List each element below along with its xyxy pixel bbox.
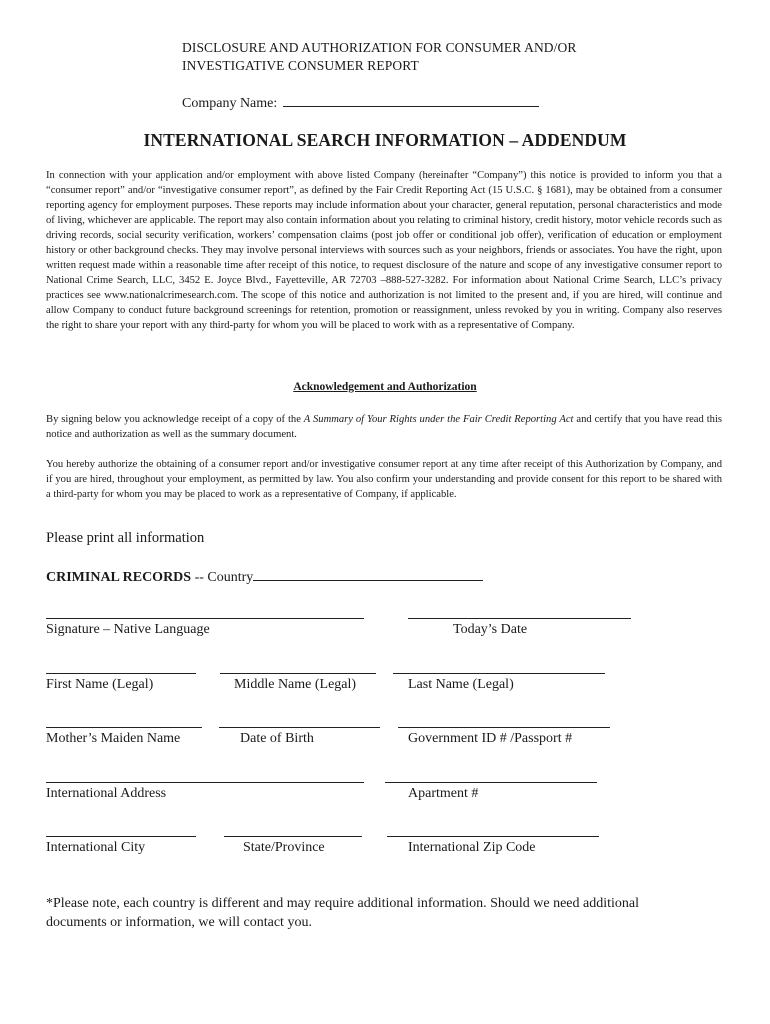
intl-city-field[interactable] bbox=[46, 836, 196, 837]
header-line-2: INVESTIGATIVE CONSUMER REPORT bbox=[182, 58, 419, 73]
ack-heading: Acknowledgement and Authorization bbox=[293, 381, 477, 393]
ack-p1-before: By signing below you acknowledge receipt of a copy of the bbox=[46, 414, 304, 425]
maiden-name-label: Mother’s Maiden Name bbox=[46, 731, 181, 746]
state-label: State/Province bbox=[243, 840, 325, 855]
last-name-field[interactable] bbox=[393, 673, 605, 674]
document-header bbox=[182, 39, 576, 75]
company-name-field[interactable] bbox=[283, 93, 539, 107]
company-name-row bbox=[182, 93, 539, 112]
intl-city-label: International City bbox=[46, 840, 146, 855]
company-name-label: Company Name: bbox=[182, 96, 278, 111]
criminal-records-label: CRIMINAL RECORDS bbox=[46, 570, 192, 585]
country-label: -- Country bbox=[191, 570, 254, 585]
criminal-records-row bbox=[46, 567, 483, 586]
print-instruction: Please print all information bbox=[46, 530, 205, 546]
dob-label: Date of Birth bbox=[240, 731, 314, 746]
ack-p1-after: and certify that you have read this notice and authorization as well as the summary document. bbox=[46, 414, 723, 440]
first-name-label: First Name (Legal) bbox=[46, 677, 154, 692]
gov-id-field[interactable] bbox=[398, 727, 610, 728]
dob-field[interactable] bbox=[219, 727, 380, 728]
intl-address-label: International Address bbox=[46, 786, 167, 801]
middle-name-label: Middle Name (Legal) bbox=[234, 677, 357, 692]
intl-address-field[interactable] bbox=[46, 782, 364, 783]
country-field[interactable] bbox=[253, 567, 483, 581]
ack-p1-italic: A Summary of Your Rights under the Fair Credit Reporting Act bbox=[303, 414, 574, 425]
last-name-label: Last Name (Legal) bbox=[408, 677, 514, 692]
page-title: INTERNATIONAL SEARCH INFORMATION – ADDENDUM bbox=[143, 130, 627, 150]
signature-field[interactable] bbox=[46, 618, 364, 619]
zip-label: International Zip Code bbox=[408, 840, 536, 855]
gov-id-label: Government ID # /Passport # bbox=[408, 731, 573, 746]
first-name-field[interactable] bbox=[46, 673, 196, 674]
middle-name-field[interactable] bbox=[220, 673, 376, 674]
state-field[interactable] bbox=[224, 836, 362, 837]
maiden-name-field[interactable] bbox=[46, 727, 202, 728]
todays-date-field[interactable] bbox=[408, 618, 631, 619]
intro-paragraph: In connection with your application and/or employment with above listed Company (hereinafter “Company”) this notice is provided to inform you that a “consumer report” and/or “investigative consumer report”, as defined by the Fair Credit Reporting Act (15 U.S.C. § 1681), may be obtained from a consumer reporting agency for employment purposes. These reports may include information about your character, general reputation, personal characteristics and mode of living, whichever are applicable. The report may also contain information about you relating to criminal history, credit history, motor vehicle records such as driving records, social security verification, workers’ compensation claims (post job offer or conditional job offer), verification of education or employment history or other background checks. They may involve personal interviews with sources such as your neighbors, friends or associates. You have the right, upon written request made within a reasonable time after receipt of this notice, to request disclosure of the nature and scope of any investigative consumer report to National Crime Search, LLC, 3452 E. Joyce Blvd., Fayetteville, AR 72703 –888-527-3282. For information about National Crime Search, LLC’s privacy practices see www.nationalcrimesearch.com. The scope of this notice and authorization is not limited to the present and, if you are hired, will continue and allow Company to conduct future background screenings for retention, promotion or reassignment, unless revoked by you in writing. Company also reserves the right to share your report with any third-party for whom you will be placed to work with as a representative of Company. bbox=[46, 170, 722, 331]
todays-date-label: Today’s Date bbox=[453, 622, 528, 637]
ack-paragraph-1 bbox=[46, 412, 722, 442]
zip-field[interactable] bbox=[387, 836, 599, 837]
signature-label: Signature – Native Language bbox=[46, 622, 210, 637]
ack-paragraph-2: You hereby authorize the obtaining of a consumer report and/or investigative consumer report at any time after receipt of this Authorization by Company, and if you are hired, throughout your employment, as permitted by law. You also confirm your understanding and provide consent for this report to be shared with a third-party for whom you may be placed to work as a representative of Company, if applicable. bbox=[46, 459, 722, 500]
header-line-1: DISCLOSURE AND AUTHORIZATION FOR CONSUMER AND/OR bbox=[182, 40, 577, 55]
apartment-label: Apartment # bbox=[408, 786, 479, 801]
apartment-field[interactable] bbox=[385, 782, 597, 783]
footnote: *Please note, each country is different and may require additional information. Should we need additional documents or information, we will contact you. bbox=[46, 896, 640, 930]
